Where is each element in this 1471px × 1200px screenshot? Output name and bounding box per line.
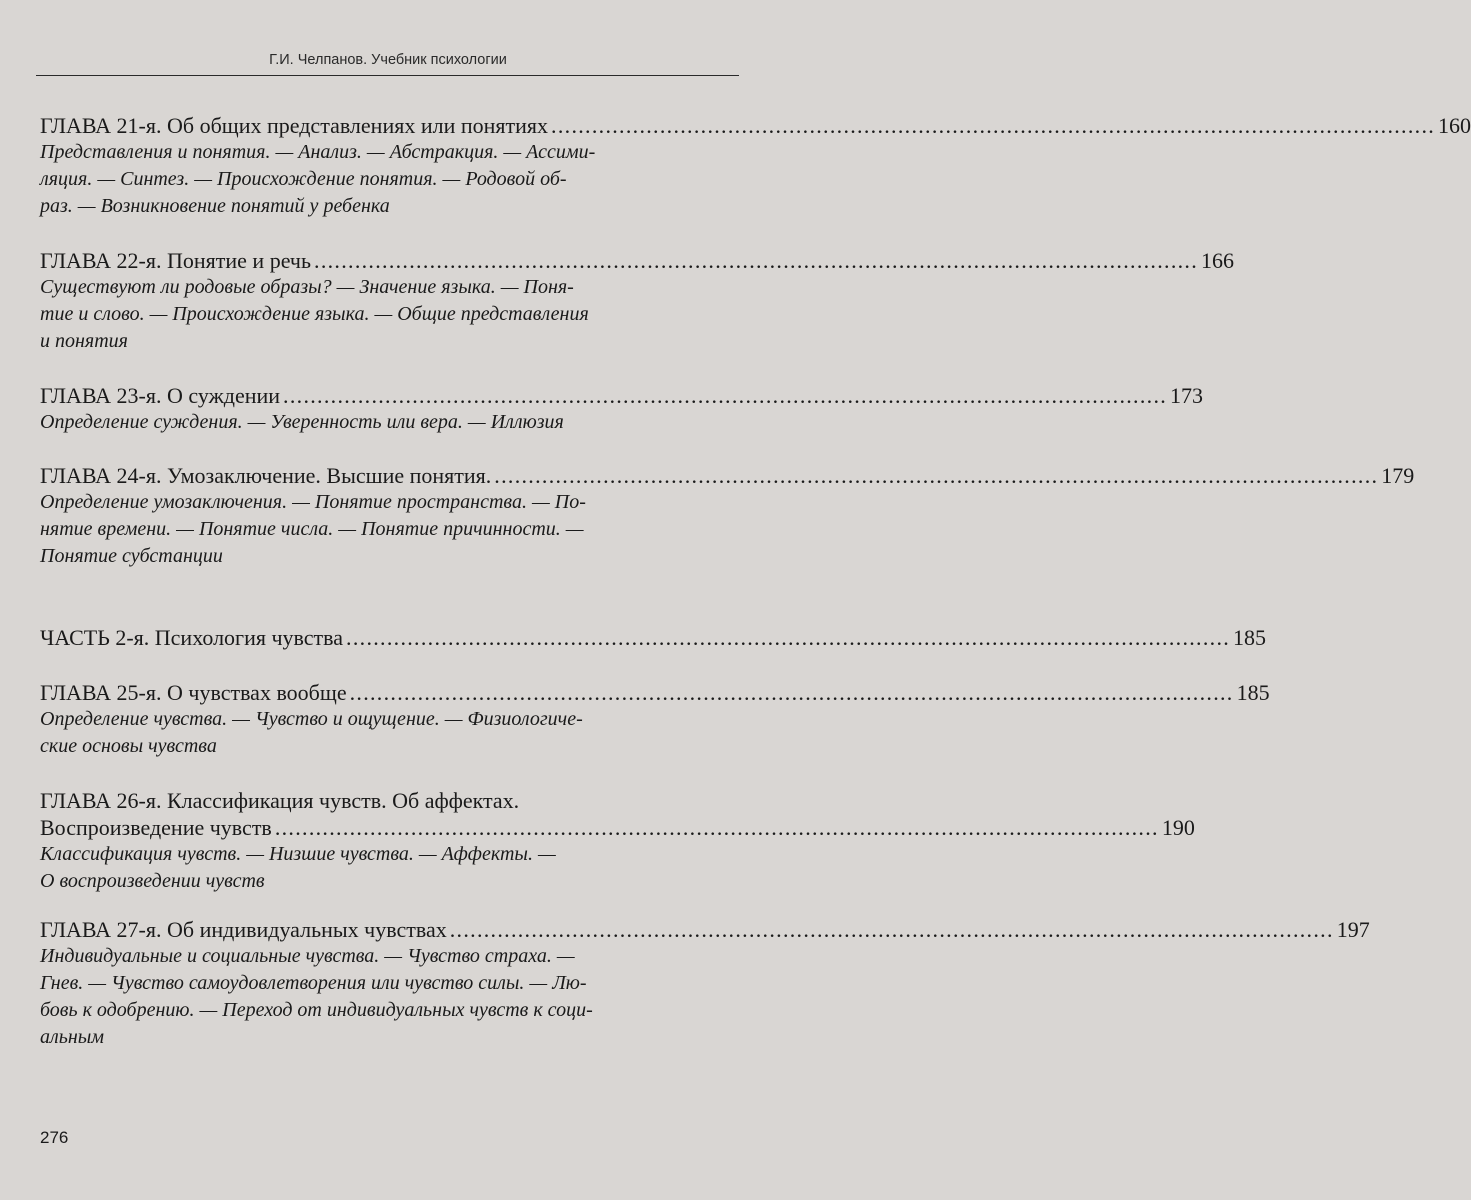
toc-line <box>40 679 1270 706</box>
toc-entry-description: Определение суждения. — Уверенность или вера. — Иллюзия <box>40 411 564 433</box>
leader-dots: .................................................................................................................................. <box>346 625 1231 650</box>
toc-entry-chapter-21 <box>40 112 1471 220</box>
toc-entry-title: ГЛАВА 27-я. Об индивидуальных чувствах <box>40 917 447 942</box>
leader-dots: .................................................................................................................................. <box>494 463 1379 488</box>
toc-line <box>40 814 1195 841</box>
toc-entry-title: ГЛАВА 24-я. Умозаключение. Высшие понятия. <box>40 463 492 488</box>
toc-entry-title: ГЛАВА 21-я. Об общих представлениях или понятиях <box>40 113 549 138</box>
toc-line <box>40 624 1267 651</box>
toc-line <box>40 112 1471 139</box>
toc-page-number: 185 <box>1233 625 1267 650</box>
toc-entry-description: Определение умозаключения. — Понятие пространства. — По- нятие времени. — Понятие числа. — Понятие причинности. — Понятие субстанции <box>40 491 586 567</box>
toc-entry-part-2 <box>40 624 1267 651</box>
header-rule <box>36 75 739 76</box>
toc-line <box>40 247 1235 274</box>
leader-dots: .................................................................................................................................. <box>349 680 1234 705</box>
toc-line <box>40 462 1415 489</box>
toc-entry-description: Представления и понятия. — Анализ. — Абстракция. — Ассими- ляция. — Синтез. — Происхождение понятия. — Родовой об- раз. — Возникновение понятий у ребенка <box>40 141 596 217</box>
toc-entry-title: ГЛАВА 23-я. О суждении <box>40 383 281 408</box>
toc-page-number: 166 <box>1201 248 1235 273</box>
toc-entry-title: ЧАСТЬ 2-я. Психология чувства <box>40 625 344 650</box>
toc-entry-title: ГЛАВА 22-я. Понятие и речь <box>40 248 312 273</box>
running-head: Г.И. Челпанов. Учебник психологии <box>269 52 507 68</box>
toc-entry-chapter-27 <box>40 916 1370 1051</box>
toc-entry-description: Существуют ли родовые образы? — Значение языка. — Поня- тие и слово. — Происхождение языка. — Общие представления и понятия <box>40 276 589 352</box>
leader-dots: .................................................................................................................................. <box>551 113 1436 138</box>
toc-title-line-1 <box>40 787 724 814</box>
toc-line <box>40 382 1204 409</box>
toc-entry-description: Классификация чувств. — Низшие чувства. — Аффекты. — О воспроизведении чувств <box>40 843 556 892</box>
toc-entry-title: ГЛАВА 25-я. О чувствах вообще <box>40 680 347 705</box>
toc-entry-chapter-24 <box>40 462 1415 570</box>
toc-entry-chapter-25 <box>40 679 1270 760</box>
toc-entry-title: ГЛАВА 26-я. Классификация чувств. Об аффектах. <box>40 788 520 813</box>
toc-entry-description: Определение чувства. — Чувство и ощущение. — Физиологиче- ские основы чувства <box>40 708 583 757</box>
leader-dots: .................................................................................................................................. <box>274 815 1159 840</box>
toc-entry-chapter-22 <box>40 247 1235 355</box>
leader-dots: .................................................................................................................................. <box>449 917 1334 942</box>
leader-dots: .................................................................................................................................. <box>314 248 1199 273</box>
toc-page-number: 179 <box>1381 463 1415 488</box>
toc-page-number: 173 <box>1170 383 1204 408</box>
toc-page-number: 185 <box>1236 680 1270 705</box>
leader-dots: .................................................................................................................................. <box>283 383 1168 408</box>
toc-page-number: 197 <box>1336 917 1370 942</box>
page-number: 276 <box>40 1128 69 1147</box>
toc-line <box>40 916 1370 943</box>
toc-entry-description: Индивидуальные и социальные чувства. — Чувство страха. — Гнев. — Чувство самоудовлетворения или чувство силы. — Лю- бовь к одобрению. — Переход от индивидуальных чувств к соци- альным <box>40 945 593 1048</box>
toc-entry-chapter-26 <box>40 787 1195 895</box>
toc-entry-chapter-23 <box>40 382 1204 436</box>
toc-entry-title-continued: Воспроизведение чувств <box>40 815 272 840</box>
toc-page-number: 190 <box>1161 815 1195 840</box>
toc-page-number: 160 <box>1438 113 1471 138</box>
